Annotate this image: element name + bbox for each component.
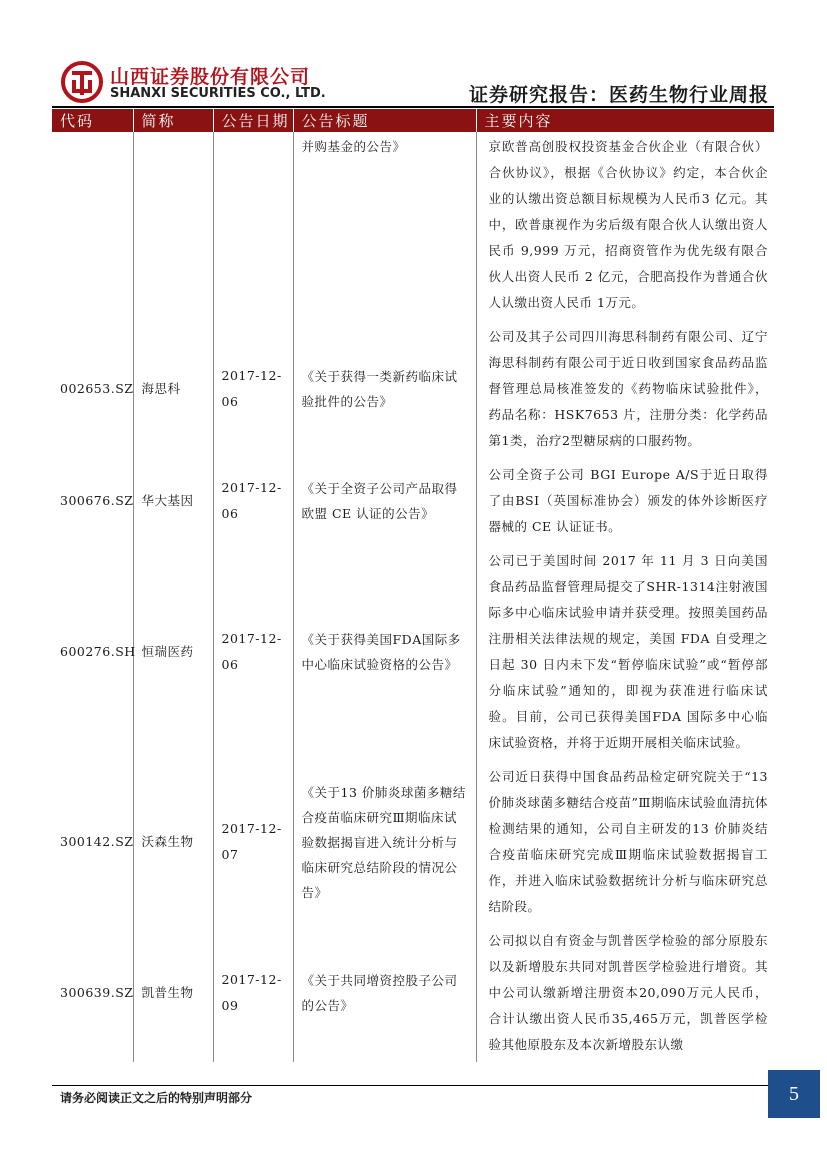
column-header-code: 代码 xyxy=(52,109,133,132)
page-number: 5 xyxy=(768,1070,820,1118)
cell-title: 并购基金的公告》 xyxy=(293,132,476,320)
cell-name: 海思科 xyxy=(133,320,213,458)
cell-date: 2017-12-09 xyxy=(213,924,293,1062)
footer-divider xyxy=(52,1085,768,1086)
cell-title: 《关于13 价肺炎球菌多糖结合疫苗临床研究Ⅲ期临床试验数据揭盲进入统计分析与临床研究总结阶段的情况公告》 xyxy=(293,760,476,924)
announcement-table xyxy=(52,109,774,1062)
cell-name: 恒瑞医药 xyxy=(133,544,213,760)
cell-code: 300639.SZ xyxy=(52,924,133,1062)
cell-title: 《关于共同增资控股子公司的公告》 xyxy=(293,924,476,1062)
table-row xyxy=(52,924,774,1062)
cell-title: 《关于获得美国FDA国际多中心临床试验资格的公告》 xyxy=(293,544,476,760)
cell-name: 沃森生物 xyxy=(133,760,213,924)
cell-code: 600276.SH xyxy=(52,544,133,760)
table-row xyxy=(52,544,774,760)
cell-date: 2017-12-06 xyxy=(213,544,293,760)
column-header-date: 公告日期 xyxy=(213,109,293,132)
column-header-name: 简称 xyxy=(133,109,213,132)
cell-content: 公司及其子公司四川海思科制药有限公司、辽宁海思科制药有限公司于近日收到国家食品药品监督管理总局核准签发的《药物临床试验批件》，药品名称：HSK7653 片，注册分类：化学药品第1类，治疗2型糖尿病的口服药物。 xyxy=(488,329,768,448)
table-row xyxy=(52,132,774,320)
cell-title: 《关于全资子公司产品取得欧盟 CE 认证的公告》 xyxy=(293,458,476,544)
cell-name: 凯普生物 xyxy=(133,924,213,1062)
cell-content: 京欧普高创股权投资基金合伙企业（有限合伙）合伙协议》，根据《合伙协议》约定，本合伙企业的认缴出资总额目标规模为人民币3 亿元。其中，欧普康视作为劣后级有限合伙人认缴出资人民币 9,999 万元，招商资管作为优先级有限合伙人出资人民币 2 亿元，合肥高投作为普通合伙人认缴出资人民币 1万元。 xyxy=(488,139,768,310)
table-row xyxy=(52,458,774,544)
disclaimer-notice: 请务必阅读正文之后的特别声明部分 xyxy=(60,1091,253,1105)
cell-date xyxy=(213,132,293,320)
company-name-en: SHANXI SECURITIES CO., LTD. xyxy=(110,86,326,101)
table-row xyxy=(52,320,774,458)
cell-content: 公司近日获得中国食品药品检定研究院关于“13 价肺炎球菌多糖结合疫苗”Ⅲ期临床试验血清抗体检测结果的通知，公司自主研发的13 价肺炎结合疫苗临床研究完成Ⅲ期临床试验数据揭盲工作，并进入临床试验数据统计分析与临床研究总结阶段。 xyxy=(488,769,768,914)
cell-name: 华大基因 xyxy=(133,458,213,544)
cell-code: 300142.SZ xyxy=(52,760,133,924)
table-row xyxy=(52,760,774,924)
cell-date: 2017-12-07 xyxy=(213,760,293,924)
cell-title: 《关于获得一类新药临床试验批件的公告》 xyxy=(293,320,476,458)
cell-date: 2017-12-06 xyxy=(213,458,293,544)
table-header-row xyxy=(52,109,774,132)
column-header-content: 主要内容 xyxy=(476,109,774,132)
company-logo-icon xyxy=(60,60,104,104)
header-divider xyxy=(52,106,774,108)
cell-content: 公司已于美国时间 2017 年 11 月 3 日向美国食品药品监督管理局提交了SHR-1314注射液国际多中心临床试验申请并获受理。按照美国药品注册相关法律法规的规定，美国 FDA 自受理之日起 30 日内未下发“暂停临床试验”或“暂停部分临床试验”通知的，即视为获准进行临床试验。目前，公司已获得美国FDA 国际多中心临床试验资格，并将于近期开展相关临床试验。 xyxy=(488,553,768,750)
report-title: 证券研究报告：医药生物行业周报 xyxy=(468,84,769,106)
cell-date: 2017-12-06 xyxy=(213,320,293,458)
cell-code xyxy=(52,132,133,320)
cell-code: 300676.SZ xyxy=(52,458,133,544)
company-name-cn: 山西证券股份有限公司 xyxy=(110,66,311,88)
page-header xyxy=(0,0,827,112)
cell-name xyxy=(133,132,213,320)
column-header-title: 公告标题 xyxy=(293,109,476,132)
cell-code: 002653.SZ xyxy=(52,320,133,458)
cell-content: 公司拟以自有资金与凯普医学检验的部分原股东以及新增股东共同对凯普医学检验进行增资。其中公司认缴新增注册资本20,090万元人民币，合计认缴出资人民币35,465万元，凯普医学检验其他原股东及本次新增股东认缴 xyxy=(488,933,768,1052)
cell-content: 公司全资子公司 BGI Europe A/S于近日取得了由BSI（英国标准协会）颁发的体外诊断医疗器械的 CE 认证证书。 xyxy=(488,467,768,534)
